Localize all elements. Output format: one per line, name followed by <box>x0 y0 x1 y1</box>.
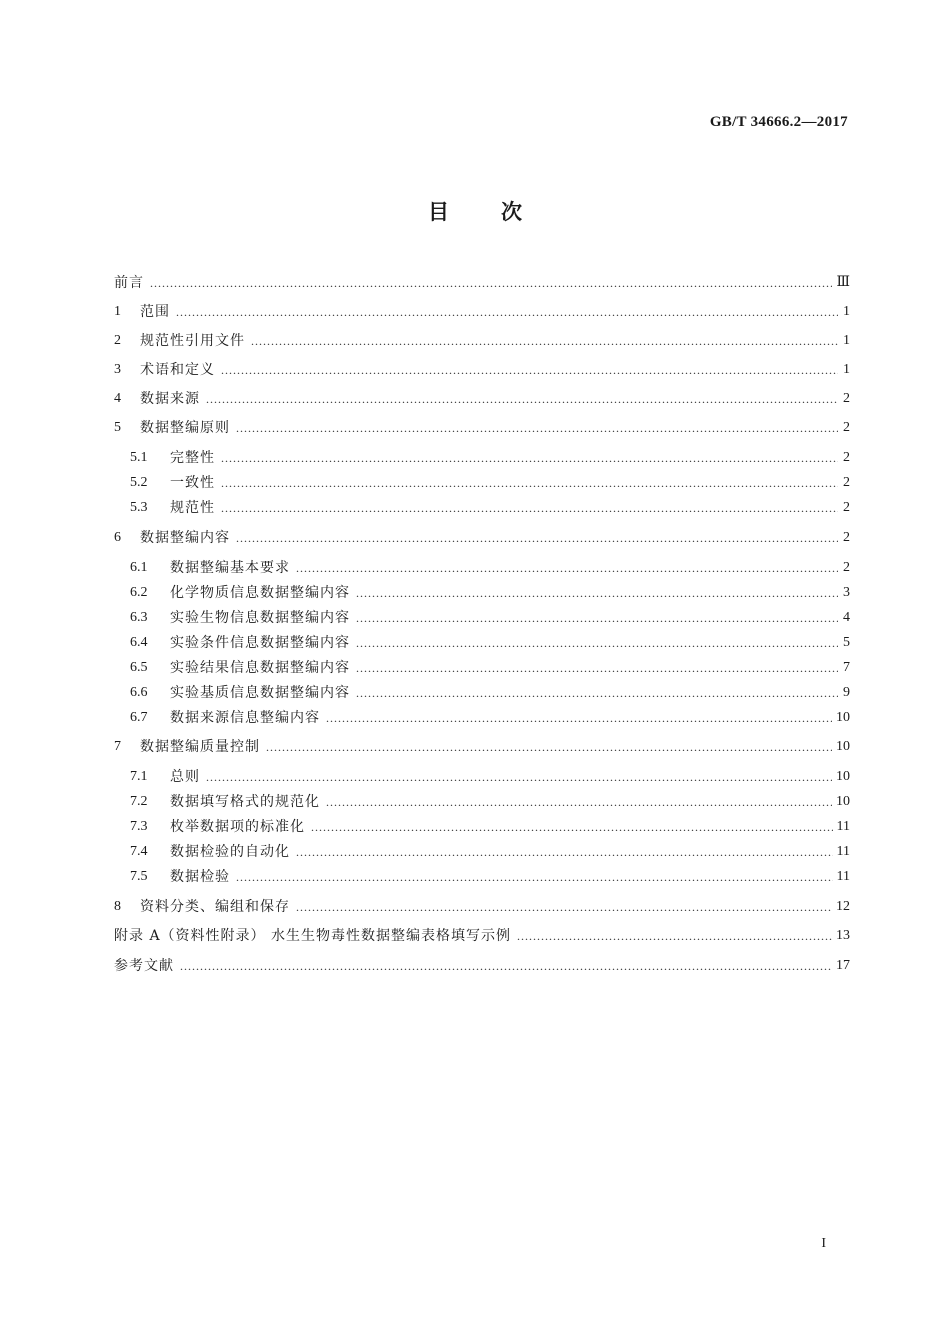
toc-leader-dots <box>296 896 832 918</box>
toc-item-appendix-a[interactable] <box>114 925 850 947</box>
toc-item-7-3[interactable] <box>130 816 850 838</box>
toc-item-number: 6 <box>114 530 121 545</box>
toc-item-page: 10 <box>836 769 850 784</box>
toc-item-page: 1 <box>843 304 850 319</box>
toc-item-page: 1 <box>843 333 850 348</box>
toc-item-7-2[interactable] <box>130 791 850 813</box>
toc-item-label: 完整性 <box>170 450 215 466</box>
toc-item-label: 总则 <box>170 769 200 785</box>
toc-item-label: 数据整编基本要求 <box>170 560 290 576</box>
toc-leader-dots <box>251 330 838 352</box>
toc-item-page: 11 <box>836 819 850 834</box>
toc-item-references[interactable] <box>114 955 850 977</box>
toc-item-number: 6.6 <box>130 685 148 700</box>
toc-item-number: 7 <box>114 739 121 754</box>
toc-item-page: 2 <box>843 420 850 435</box>
toc-item-label: 数据整编原则 <box>140 420 230 436</box>
toc-item-label: 范围 <box>140 304 170 320</box>
toc-leader-dots <box>356 632 838 654</box>
toc-item-page: 13 <box>836 928 850 943</box>
toc-item-label: 前言 <box>114 275 144 291</box>
toc-item-label: 参考文献 <box>114 958 174 974</box>
toc-item-label: 数据来源 <box>140 391 200 407</box>
toc-item-6-5[interactable] <box>130 657 850 679</box>
toc-item-number: 8 <box>114 899 121 914</box>
toc-leader-dots <box>221 472 838 494</box>
toc-item-label: 术语和定义 <box>140 362 215 378</box>
toc-item-3[interactable] <box>114 359 850 381</box>
toc-item-number: 7.1 <box>130 769 148 784</box>
toc-item-page: 1 <box>843 362 850 377</box>
toc-item-number: 5.2 <box>130 475 148 490</box>
toc-item-number: 5.3 <box>130 500 148 515</box>
toc-item-label: 实验条件信息数据整编内容 <box>170 635 350 651</box>
toc-item-6-6[interactable] <box>130 682 850 704</box>
toc-item-label: 化学物质信息数据整编内容 <box>170 585 350 601</box>
toc-item-number: 7.4 <box>130 844 148 859</box>
toc-leader-dots <box>296 557 838 579</box>
toc-item-number: 6.1 <box>130 560 148 575</box>
page-title-part2: 次 <box>501 200 522 224</box>
toc-item-number: 6.2 <box>130 585 148 600</box>
toc-item-5[interactable] <box>114 417 850 439</box>
page-title-part1: 目 <box>428 200 449 224</box>
toc-item-label: 数据检验 <box>170 869 230 885</box>
toc-item-page: 2 <box>843 500 850 515</box>
toc-item-label: 实验基质信息数据整编内容 <box>170 685 350 701</box>
toc-leader-dots <box>356 682 838 704</box>
toc-item-number: 4 <box>114 391 121 406</box>
toc-leader-dots <box>356 657 838 679</box>
toc-leader-dots <box>236 866 833 888</box>
page-number: I <box>821 1236 826 1251</box>
toc-item-number: 7.2 <box>130 794 148 809</box>
toc-leader-dots <box>236 417 838 439</box>
toc-item-page: 10 <box>836 710 850 725</box>
toc-item-label: 数据检验的自动化 <box>170 844 290 860</box>
toc-leader-dots <box>326 707 832 729</box>
toc-leader-dots <box>221 447 838 469</box>
toc-item-number: 7.3 <box>130 819 148 834</box>
toc-leader-dots <box>150 272 832 294</box>
toc-item-page: 12 <box>836 899 850 914</box>
toc-leader-dots <box>236 527 838 549</box>
toc-item-label: 实验结果信息数据整编内容 <box>170 660 350 676</box>
toc-item-foreword[interactable] <box>114 272 850 294</box>
toc-item-page: 2 <box>843 475 850 490</box>
toc-item-1[interactable] <box>114 301 850 323</box>
toc-item-label: 实验生物信息数据整编内容 <box>170 610 350 626</box>
toc-item-5-2[interactable] <box>130 472 850 494</box>
toc-item-6-2[interactable] <box>130 582 850 604</box>
toc-item-number: 6.7 <box>130 710 148 725</box>
toc-item-6-3[interactable] <box>130 607 850 629</box>
toc-item-label: 资料分类、编组和保存 <box>140 899 290 915</box>
toc-item-page: 10 <box>836 794 850 809</box>
toc-item-label: 数据整编内容 <box>140 530 230 546</box>
toc-item-page: Ⅲ <box>836 275 850 290</box>
toc-leader-dots <box>296 841 833 863</box>
toc-leader-dots <box>206 766 832 788</box>
toc-leader-dots <box>356 607 838 629</box>
toc-item-6[interactable] <box>114 527 850 549</box>
toc-item-6-7[interactable] <box>130 707 850 729</box>
toc-leader-dots <box>180 955 832 977</box>
toc-item-page: 7 <box>843 660 850 675</box>
toc-item-page: 2 <box>843 530 850 545</box>
toc-item-page: 5 <box>843 635 850 650</box>
toc-item-number: 2 <box>114 333 121 348</box>
toc-item-number: 3 <box>114 362 121 377</box>
toc-item-page: 17 <box>836 958 850 973</box>
toc-item-label: 附录 A（资料性附录） 水生生物毒性数据整编表格填写示例 <box>114 928 512 944</box>
toc-item-5-1[interactable] <box>130 447 850 469</box>
toc-leader-dots <box>176 301 838 323</box>
toc-leader-dots <box>206 388 838 410</box>
toc-item-6-4[interactable] <box>130 632 850 654</box>
toc-item-7-4[interactable] <box>130 841 850 863</box>
toc-item-label: 规范性引用文件 <box>140 333 245 349</box>
toc-item-number: 6.5 <box>130 660 148 675</box>
toc-leader-dots <box>266 736 832 758</box>
toc-item-4[interactable] <box>114 388 850 410</box>
toc-leader-dots <box>311 816 833 838</box>
toc-item-page: 9 <box>843 685 850 700</box>
toc-item-page: 2 <box>843 391 850 406</box>
toc-item-page: 10 <box>836 739 850 754</box>
toc-item-page: 2 <box>843 560 850 575</box>
toc-item-label: 数据来源信息整编内容 <box>170 710 320 726</box>
toc-item-8[interactable] <box>114 896 850 918</box>
toc-leader-dots <box>221 359 838 381</box>
toc-item-number: 7.5 <box>130 869 148 884</box>
toc-item-page: 2 <box>843 450 850 465</box>
toc-item-page: 11 <box>836 869 850 884</box>
toc-item-6-1[interactable] <box>130 557 850 579</box>
toc-item-page: 3 <box>843 585 850 600</box>
toc-item-number: 5 <box>114 420 121 435</box>
toc-item-number: 6.3 <box>130 610 148 625</box>
toc-item-number: 5.1 <box>130 450 148 465</box>
page-title <box>0 196 950 226</box>
standard-number: GB/T 34666.2—2017 <box>709 114 848 130</box>
toc-item-2[interactable] <box>114 330 850 352</box>
toc-item-page: 4 <box>843 610 850 625</box>
toc-item-5-3[interactable] <box>130 497 850 519</box>
toc-item-7[interactable] <box>114 736 850 758</box>
toc-item-7-1[interactable] <box>130 766 850 788</box>
toc-item-number: 6.4 <box>130 635 148 650</box>
toc-item-7-5[interactable] <box>130 866 850 888</box>
toc-item-number: 1 <box>114 304 121 319</box>
toc-leader-dots <box>517 925 832 947</box>
toc-item-label: 枚举数据项的标准化 <box>170 819 305 835</box>
toc-leader-dots <box>326 791 832 813</box>
toc-item-label: 一致性 <box>170 475 215 491</box>
toc-item-label: 规范性 <box>170 500 215 516</box>
toc-leader-dots <box>356 582 838 604</box>
toc-leader-dots <box>221 497 838 519</box>
toc-item-page: 11 <box>836 844 850 859</box>
toc-item-label: 数据填写格式的规范化 <box>170 794 320 810</box>
toc-item-label: 数据整编质量控制 <box>140 739 260 755</box>
